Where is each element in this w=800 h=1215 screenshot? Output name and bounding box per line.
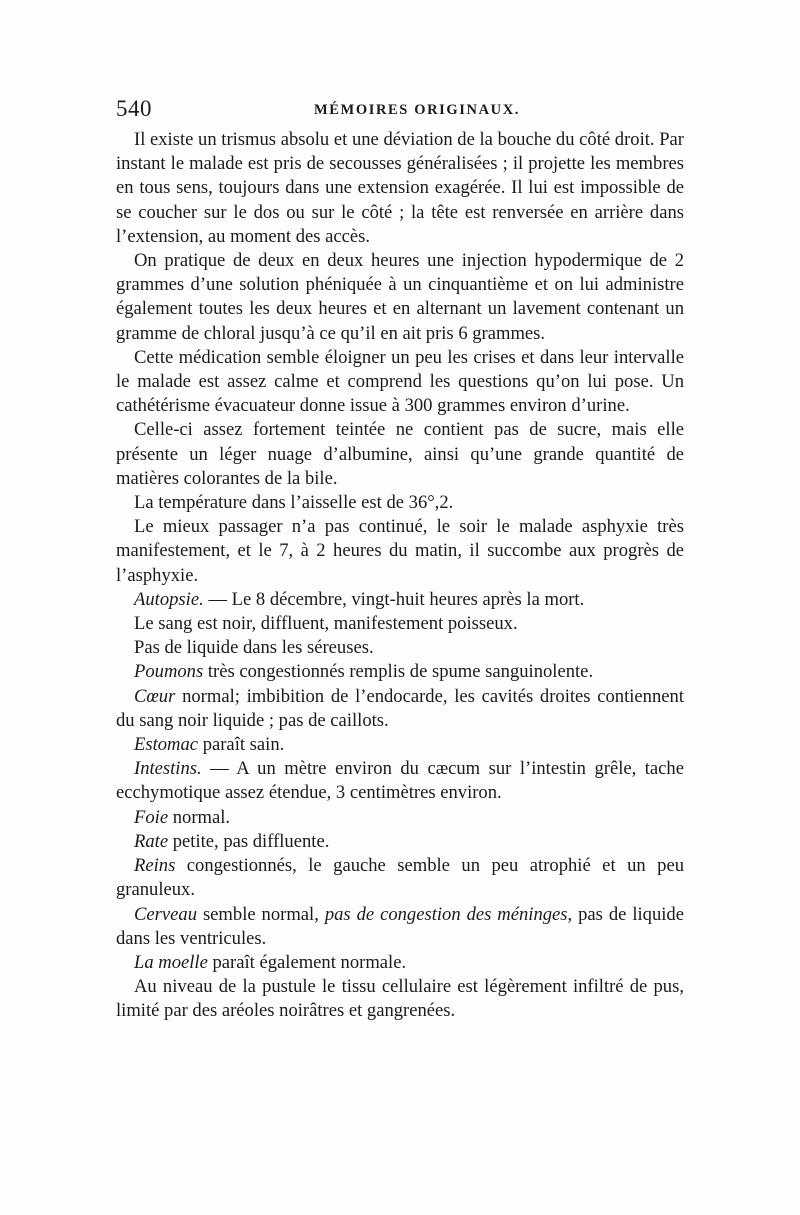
paragraph-coeur: Cœur normal; imbibition de l’endocarde, les cavités droites contiennent du sang noir liquide ; pas de caillots.: [116, 685, 684, 731]
poumons-term: Poumons: [134, 661, 204, 683]
paragraph-temperature: La température dans l’aisselle est de 36°,2.: [134, 492, 454, 514]
paragraph-moelle: La moelle paraît également normale.: [134, 951, 407, 973]
rate-term: Rate: [134, 830, 169, 852]
paragraph-injection: On pratique de deux en deux heures une injection hypodermique de 2 grammes d’une solution phéniquée à un cinquantième et on lui administre également toutes les deux heures et en alternant un lavement contenant un gramme de chloral jusqu’à ce qu’il en ait pris 6 grammes.: [116, 250, 684, 344]
page-number: 540: [116, 96, 152, 121]
paragraph-autopsie: Autopsie. — Le 8 décembre, vingt-huit heures après la mort.: [134, 588, 585, 610]
paragraph-trismus: Il existe un trismus absolu et une déviation de la bouche du côté droit. Par instant le malade est pris de secousses généralisées ; il projette les membres en tous sens, toujours dans une extension exagérée. Il lui est impossible de se coucher sur le dos ou sur le côté ; la tête est renversée en arrière dans l’extension, au moment des accès.: [116, 129, 684, 247]
paragraph-pustule: Au niveau de la pustule le tissu cellulaire est légèrement infiltré de pus, limité par des aréoles noirâtres et gangrenées.: [116, 976, 684, 1022]
paragraph-reins: Reins congestionnés, le gauche semble un peu atrophié et un peu granuleux.: [116, 855, 684, 901]
paragraph-cerveau: Cerveau semble normal, pas de congestion des méninges, pas de liquide dans les ventricules.: [116, 903, 684, 949]
paragraph-urine: Celle-ci assez fortement teintée ne contient pas de sucre, mais elle présente un léger nuage d’albumine, ainsi qu’une grande quantité de matières colorantes de la bile.: [116, 419, 684, 489]
reins-term: Reins: [134, 855, 176, 877]
autopsie-heading: Autopsie.: [134, 588, 204, 610]
coeur-term: Cœur: [134, 685, 176, 707]
paragraph-estomac: Estomac paraît sain.: [134, 734, 285, 756]
running-title: MÉMOIRES ORIGINAUX.: [314, 102, 521, 118]
intestins-term: Intestins.: [134, 758, 202, 780]
paragraph-poumons: Poumons très congestionnés remplis de spume sanguinolente.: [134, 661, 594, 683]
paragraph-sang: Le sang est noir, diffluent, manifestement poisseux.: [134, 613, 518, 635]
foie-term: Foie: [134, 806, 169, 828]
paragraph-rate: Rate petite, pas diffluente.: [134, 830, 330, 852]
paragraph-intestins: Intestins. — A un mètre environ du cæcum sur l’intestin grêle, tache ecchymotique assez étendue, 3 centimètres environ.: [116, 758, 684, 804]
body-text: [116, 128, 684, 1024]
paragraph-sereuses: Pas de liquide dans les séreuses.: [134, 637, 374, 659]
paragraph-foie: Foie normal.: [134, 806, 231, 828]
page-header: [116, 96, 684, 122]
paragraph-medication: Cette médication semble éloigner un peu les crises et dans leur intervalle le malade est assez calme et comprend les questions qu’on lui pose. Un cathétérisme évacuateur donne issue à 300 grammes environ d’urine.: [116, 346, 684, 417]
estomac-term: Estomac: [134, 734, 199, 756]
paragraph-asphyxie: Le mieux passager n’a pas continué, le soir le malade asphyxie très manifestement, et le 7, à 2 heures du matin, il succombe aux progrès de l’asphyxie.: [116, 516, 684, 586]
moelle-term: La moelle: [134, 951, 208, 973]
meninges-phrase: pas de congestion des méninges: [324, 903, 568, 925]
cerveau-term: Cerveau: [134, 903, 197, 925]
